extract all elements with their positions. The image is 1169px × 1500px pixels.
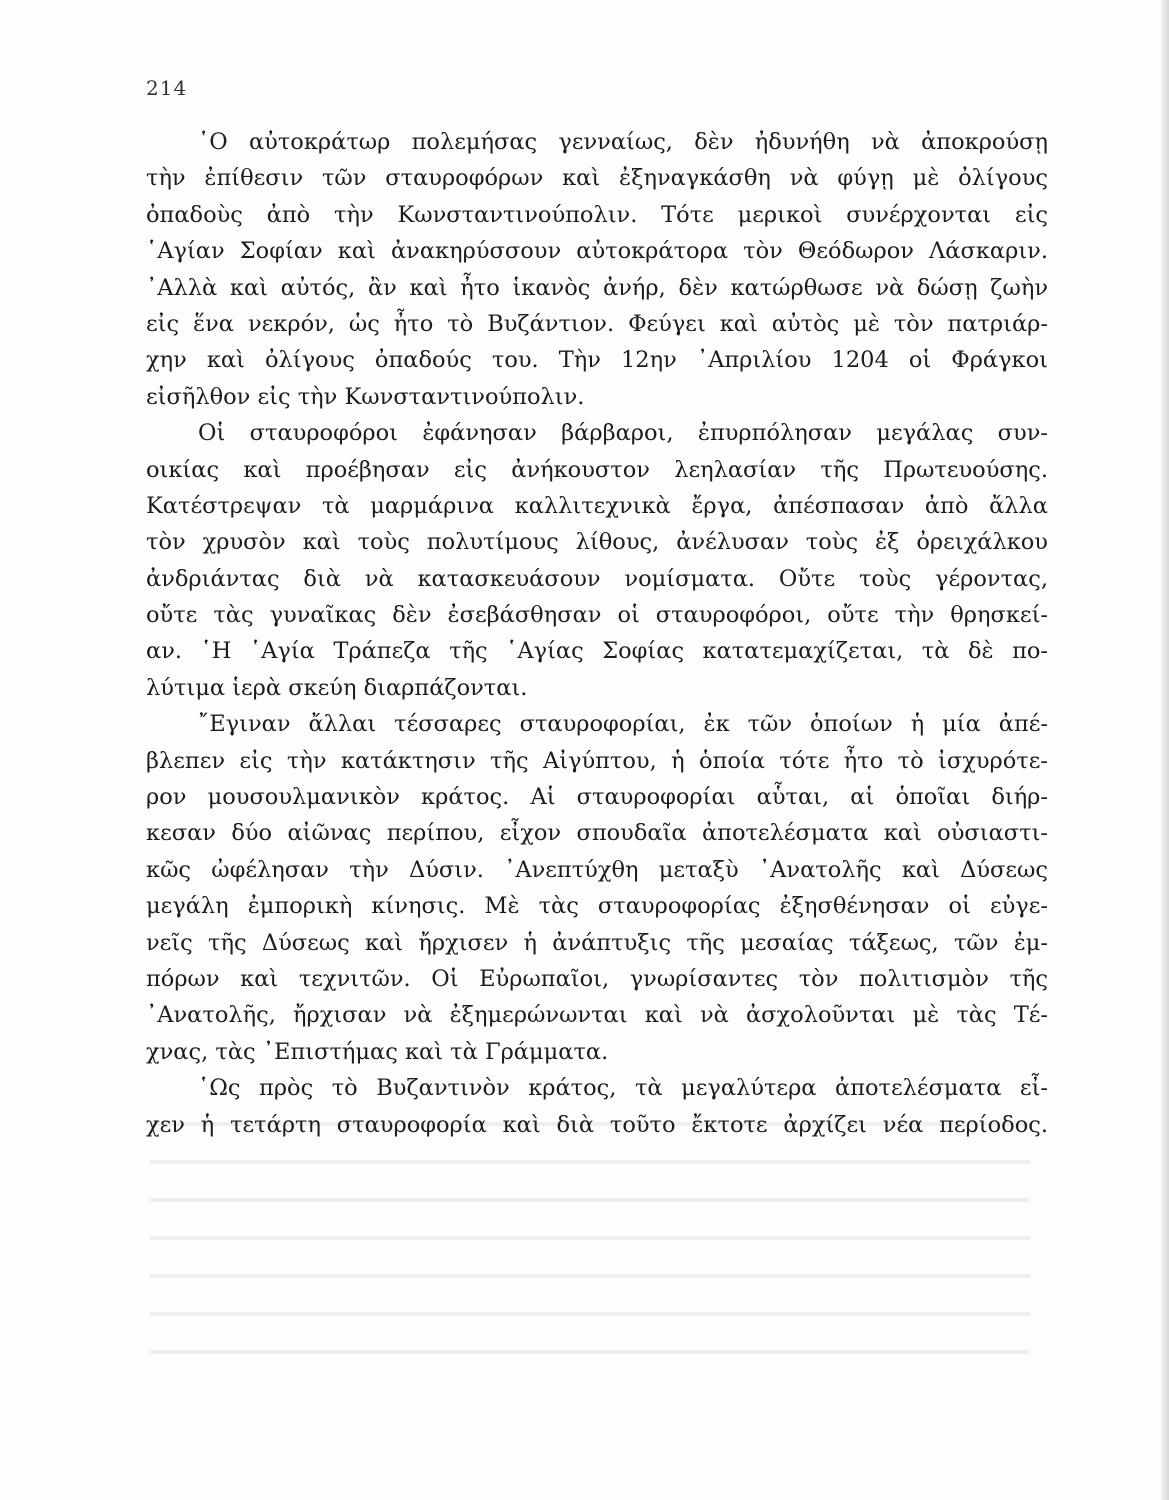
text-line: κῶς ὠφέλησαν τὴν Δύσιν. ᾿Ανεπτύχθη μεταξὺ ᾿Ανατολῆς καὶ Δύσεως <box>146 856 1048 883</box>
text-line: ᾿Αλλὰ καὶ αὐτός, ἂν καὶ ἦτο ἱκανὸς ἀνήρ, δὲν κατώρθωσε νὰ δώσῃ ζωὴν <box>146 274 1048 301</box>
text-line: ῎Εγιναν ἄλλαι τέσσαρες σταυροφορίαι, ἐκ τῶν ὁποίων ἡ μία ἀπέ- <box>198 711 1048 738</box>
text-line: ῾Ο αὐτοκράτωρ πολεμήσας γενναίως, δὲν ἠδυνήθη νὰ ἀποκρούσῃ <box>198 129 1048 155</box>
text-line: πόρων καὶ τεχνιτῶν. Οἱ Εὐρωπαῖοι, γνωρίσαντες τὸν πολιτισμὸν τῆς <box>146 965 1048 992</box>
text-line: ὀπαδοὺς ἀπὸ τὴν Κωνσταντινούπολιν. Τότε μερικοὶ συνέρχονται εἰς <box>146 201 1048 228</box>
text-line: λύτιμα ἱερὰ σκεύη διαρπάζονται. <box>146 674 528 701</box>
text-line: ἀνδριάντας διὰ νὰ κατασκευάσουν νομίσματα. Οὔτε τοὺς γέροντας, <box>146 565 1048 592</box>
text-line: ᾿Ανατολῆς, ἤρχισαν νὰ ἐξημερώνωνται καὶ νὰ ἀσχολοῦνται μὲ τὰς Τέ- <box>146 1002 1048 1029</box>
text-line: οικίας καὶ προέβησαν εἰς ἀνήκουστον λεηλασίαν τῆς Πρωτευούσης. <box>146 456 1048 483</box>
text-line: χεν ἡ τετάρτη σταυροφορία καὶ διὰ τοῦτο ἔκτοτε ἀρχίζει νέα περίοδος. <box>146 1111 1048 1138</box>
text-line: ῾Ως πρὸς τὸ Βυζαντινὸν κράτος, τὰ μεγαλύτερα ἀποτελέσματα εἶ- <box>198 1075 1048 1102</box>
text-line: τὸν χρυσὸν καὶ τοὺς πολυτίμους λίθους, ἀνέλυσαν τοὺς ἐξ ὀρειχάλκου <box>146 529 1048 556</box>
text-line: μεγάλη ἐμπορικὴ κίνησις. Μὲ τὰς σταυροφορίας ἐξησθένησαν οἱ εὐγε- <box>146 893 1048 920</box>
text-line: χνας, τὰς ᾿Επιστήμας καὶ τὰ Γράμματα. <box>146 1038 609 1065</box>
text-line: ρον μουσουλμανικὸν κράτος. Αἱ σταυροφορίαι αὗται, αἱ ὁποῖαι διήρ- <box>146 784 1048 811</box>
text-line: αν. ῾Η ῾Αγία Τράπεζα τῆς ῾Αγίας Σοφίας κατατεμαχίζεται, τὰ δὲ πο- <box>146 638 1048 665</box>
page-edge-shadow <box>1161 0 1169 1500</box>
text-line: βλεπεν εἰς τὴν κατάκτησιν τῆς Αἰγύπτου, ἡ ὁποία τότε ἦτο τὸ ἰσχυρότε- <box>146 747 1048 774</box>
text-line: εἰσῆλθον εἰς τὴν Κωνσταντινούπολιν. <box>146 383 585 410</box>
text-line: νεῖς τῆς Δύσεως καὶ ἤρχισεν ἡ ἀνάπτυξις τῆς μεσαίας τάξεως, τῶν ἐμ- <box>146 929 1048 956</box>
body-text <box>146 124 1048 1143</box>
text-line: Οἱ σταυροφόροι ἐφάνησαν βάρβαροι, ἐπυρπόλησαν μεγάλας συν- <box>198 420 1048 447</box>
text-line: εἰς ἕνα νεκρόν, ὡς ἦτο τὸ Βυζάντιον. Φεύγει καὶ αὐτὸς μὲ τὸν πατριάρ- <box>146 310 1048 337</box>
text-line: χην καὶ ὀλίγους ὀπαδούς του. Τὴν 12ην ᾿Απριλίου 1204 οἱ Φράγκοι <box>146 347 1048 374</box>
text-line: Κατέστρεψαν τὰ μαρμάρινα καλλιτεχνικὰ ἔργα, ἀπέσπασαν ἀπὸ ἄλλα <box>146 492 1048 519</box>
text-line: οὔτε τὰς γυναῖκας δὲν ἐσεβάσθησαν οἱ σταυροφόροι, οὔτε τὴν θρησκεί- <box>146 602 1048 629</box>
text-line: κεσαν δύο αἰῶνας περίπου, εἶχον σπουδαῖα ἀποτελέσματα καὶ οὐσιαστι- <box>146 820 1048 847</box>
text-line: ῾Αγίαν Σοφίαν καὶ ἀνακηρύσσουν αὐτοκράτορα τὸν Θεόδωρον Λάσκαριν. <box>146 238 1048 265</box>
page-number: 214 <box>146 76 188 100</box>
text-line: τὴν ἐπίθεσιν τῶν σταυροφόρων καὶ ἐξηναγκάσθη νὰ φύγῃ μὲ ὀλίγους <box>146 165 1048 192</box>
